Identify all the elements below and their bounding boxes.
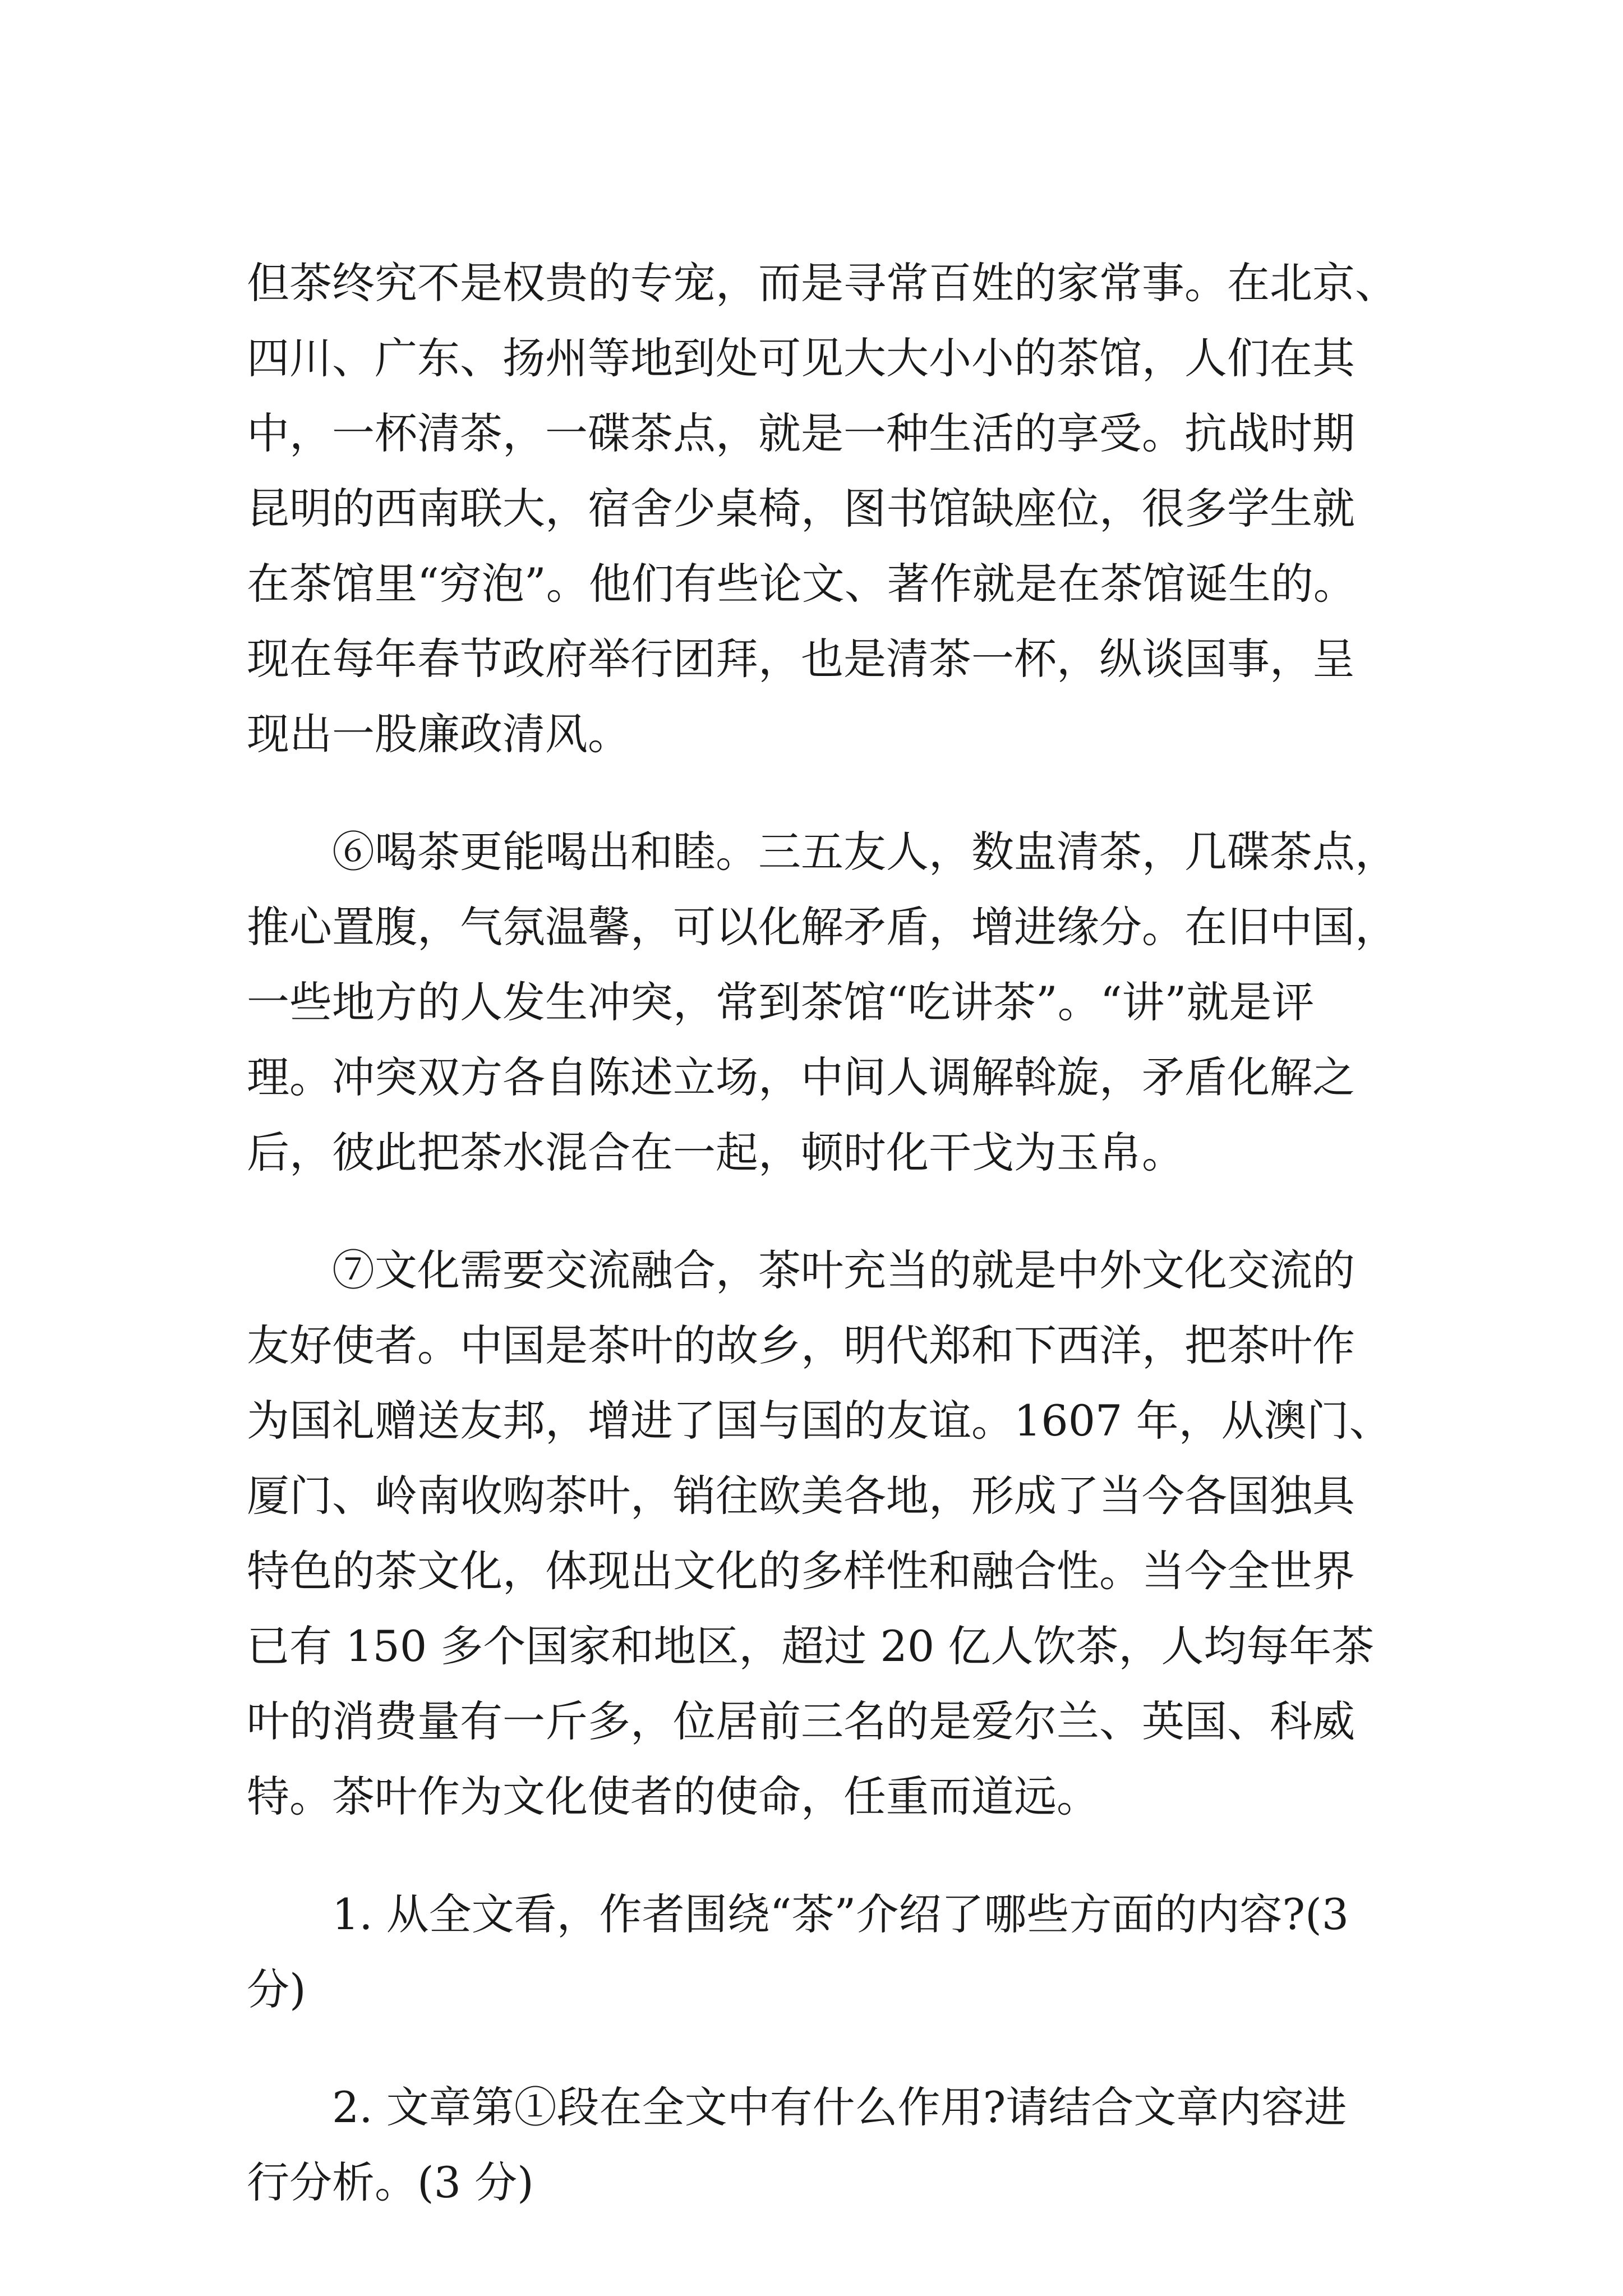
text-line: 理。冲突双方各自陈述立场，中间人调解斡旋，矛盾化解之 [247,1052,1355,1102]
text-line: 中，一杯清茶，一碟茶点，就是一种生活的享受。抗战时期 [247,408,1355,458]
paragraph-5-continued [247,246,1398,772]
text-line: 特。茶叶作为文化使者的使命，任重而道远。 [247,1772,1099,1821]
paragraph-7 [247,1233,1391,1834]
text-line: 厦门、岭南收购茶叶，销往欧美各地，形成了当今各国独具 [247,1471,1355,1521]
text-line: 分) [247,1964,306,2014]
text-line: 为国礼赠送友邦，增进了国与国的友谊。1607 年，从澳门、 [247,1396,1392,1446]
text-line: 现在每年春节政府举行团拜，也是清茶一杯，纵谈国事，呈 [247,634,1355,684]
text-line: 1. 从全文看，作者围绕“茶”介绍了哪些方面的内容?(3 [332,1889,1349,1939]
question-1 [247,1877,1391,2027]
text-line: 一些地方的人发生冲突，常到茶馆“吃讲茶”。“讲”就是评 [247,977,1315,1027]
text-line: 已有 150 多个国家和地区，超过 20 亿人饮茶，人均每年茶 [247,1621,1375,1671]
text-line: 叶的消费量有一斤多，位居前三名的是爱尔兰、英国、科威 [247,1696,1355,1746]
text-line: 2. 文章第①段在全文中有什么作用?请结合文章内容进 [332,2082,1347,2132]
text-line: 四川、广东、扬州等地到处可见大大小小的茶馆，人们在其 [247,333,1355,383]
text-line: 现出一股廉政清风。 [247,709,630,759]
text-line: 但茶终究不是权贵的专宠，而是寻常百姓的家常事。在北京、 [247,258,1398,308]
document-page [247,203,1398,2263]
text-line: ⑥喝茶更能喝出和睦。三五友人，数盅清茶，几碟茶点， [332,827,1398,877]
text-line: 后，彼此把茶水混合在一起，顿时化干戈为玉帛。 [247,1128,1184,1177]
paragraph-6 [247,815,1398,1190]
text-line: 在茶馆里“穷泡”。他们有些论文、著作就是在茶馆诞生的。 [247,559,1356,609]
text-line: 友好使者。中国是茶叶的故乡，明代郑和下西洋，把茶叶作 [247,1320,1355,1370]
text-line: ⑦文化需要交流融合，茶叶充当的就是中外文化交流的 [332,1245,1355,1295]
text-line: 昆明的西南联大，宿舍少桌椅，图书馆缺座位，很多学生就 [247,484,1355,533]
question-2 [247,2070,1391,2220]
text-line: 行分析。(3 分) [247,2157,534,2207]
text-line: 特色的茶文化，体现出文化的多样性和融合性。当今全世界 [247,1546,1355,1596]
text-line: 推心置腹，气氛温馨，可以化解矛盾，增进缘分。在旧中国， [247,902,1398,952]
